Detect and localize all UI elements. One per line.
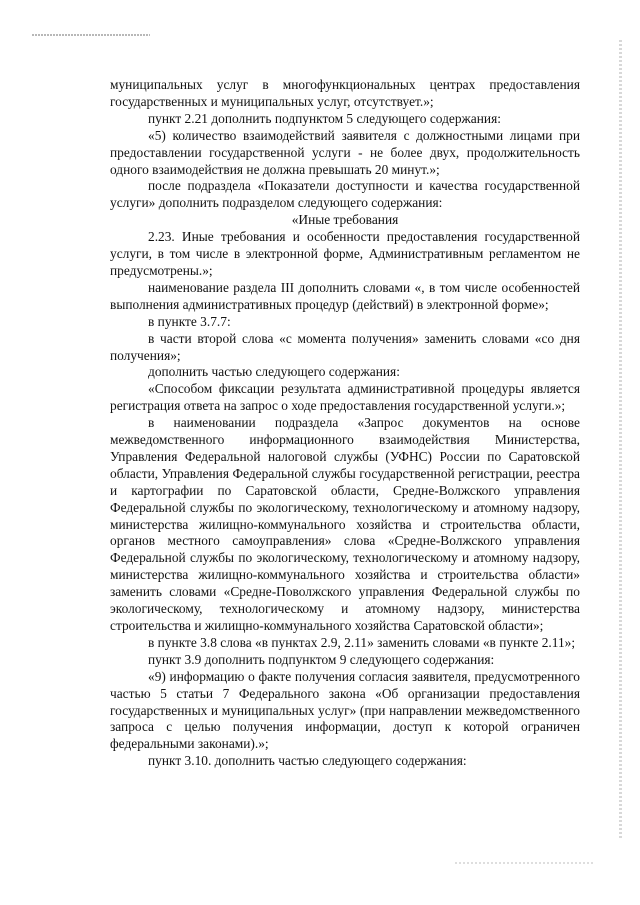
- paragraph: в пункте 3.7.7:: [148, 313, 231, 329]
- paragraph: в части второй слова «с момента получения» заменить словами «со дня получения»;: [110, 330, 580, 363]
- paragraph: муниципальных услуг в многофункциональных центрах предоставления государственных и муниципальных услуг, отсутствует.»;: [110, 77, 580, 109]
- paragraph: пункт 3.10. дополнить частью следующего содержания:: [148, 753, 467, 769]
- paragraph: в пункте 3.8 слова «в пунктах 2.9, 2.11» заменить словами «в пункте 2.11»;: [148, 634, 576, 650]
- document-body: [110, 77, 580, 770]
- paragraph: «9) информацию о факте получения согласия заявителя, предусмотренного частью 5 статьи 7 Федерального закона «Об организации предоставления государственных и муниципальных услуг» (при направлении межведомственного запроса с целью получения информации, доступ к которой ограничен федеральными законами).»;: [110, 668, 580, 752]
- paragraph: после подраздела «Показатели доступности и качества государственной услуги» дополнить подразделом следующего содержания:: [110, 178, 580, 211]
- scan-artifact-bottom: [455, 862, 595, 864]
- paragraph: пункт 2.21 дополнить подпунктом 5 следующего содержания:: [148, 110, 501, 126]
- paragraph: «5) количество взаимодействий заявителя с должностными лицами при предоставлении государственной услуги - не более двух, продолжительность одного взаимодействия не должна превышать 20 минут.»;: [110, 127, 580, 177]
- paragraph: в наименовании подраздела «Запрос документов на основе межведомственного информационного взаимодействия Министерства, Управления Федеральной налоговой службы (УФНС) России по Саратовской области, Управления Федеральной службы государственной регистрации, реестра и картографии по Саратовской области, Средне-Волжского управления Федеральной службы по экологическому, технологическому и атомному надзору, министерства жилищно-коммунального хозяйства и строительства области, органов местного самоуправления» слова «Средне-Волжского управления Федеральной службы по экологическому, технологическому и атомному надзору, министерства жилищно-коммунального хозяйства и строительства области» заменить словами «Средне-Поволжского управления Федеральной службы по экологическому, технологическому и атомному надзору, министерства строительства и жилищно-коммунального хозяйства Саратовской области»;: [110, 415, 580, 633]
- paragraph: пункт 3.9 дополнить подпунктом 9 следующего содержания:: [148, 651, 495, 667]
- scan-artifact-top: [32, 34, 150, 36]
- paragraph: наименование раздела III дополнить словами «, в том числе особенностей выполнения административных процедур (действий) в электронной форме»;: [110, 279, 580, 312]
- subsection-heading: «Иные требования: [291, 212, 399, 228]
- scan-edge-right: [619, 40, 622, 840]
- paragraph: 2.23. Иные требования и особенности предоставления государственной услуги, в том числе в электронной форме, Административным регламентом не предусмотрены.»;: [110, 229, 580, 278]
- paragraph: «Способом фиксации результата административной процедуры является регистрация ответа на запрос о ходе предоставления государственной услуги.»;: [110, 381, 580, 414]
- paragraph: дополнить частью следующего содержания:: [148, 364, 400, 380]
